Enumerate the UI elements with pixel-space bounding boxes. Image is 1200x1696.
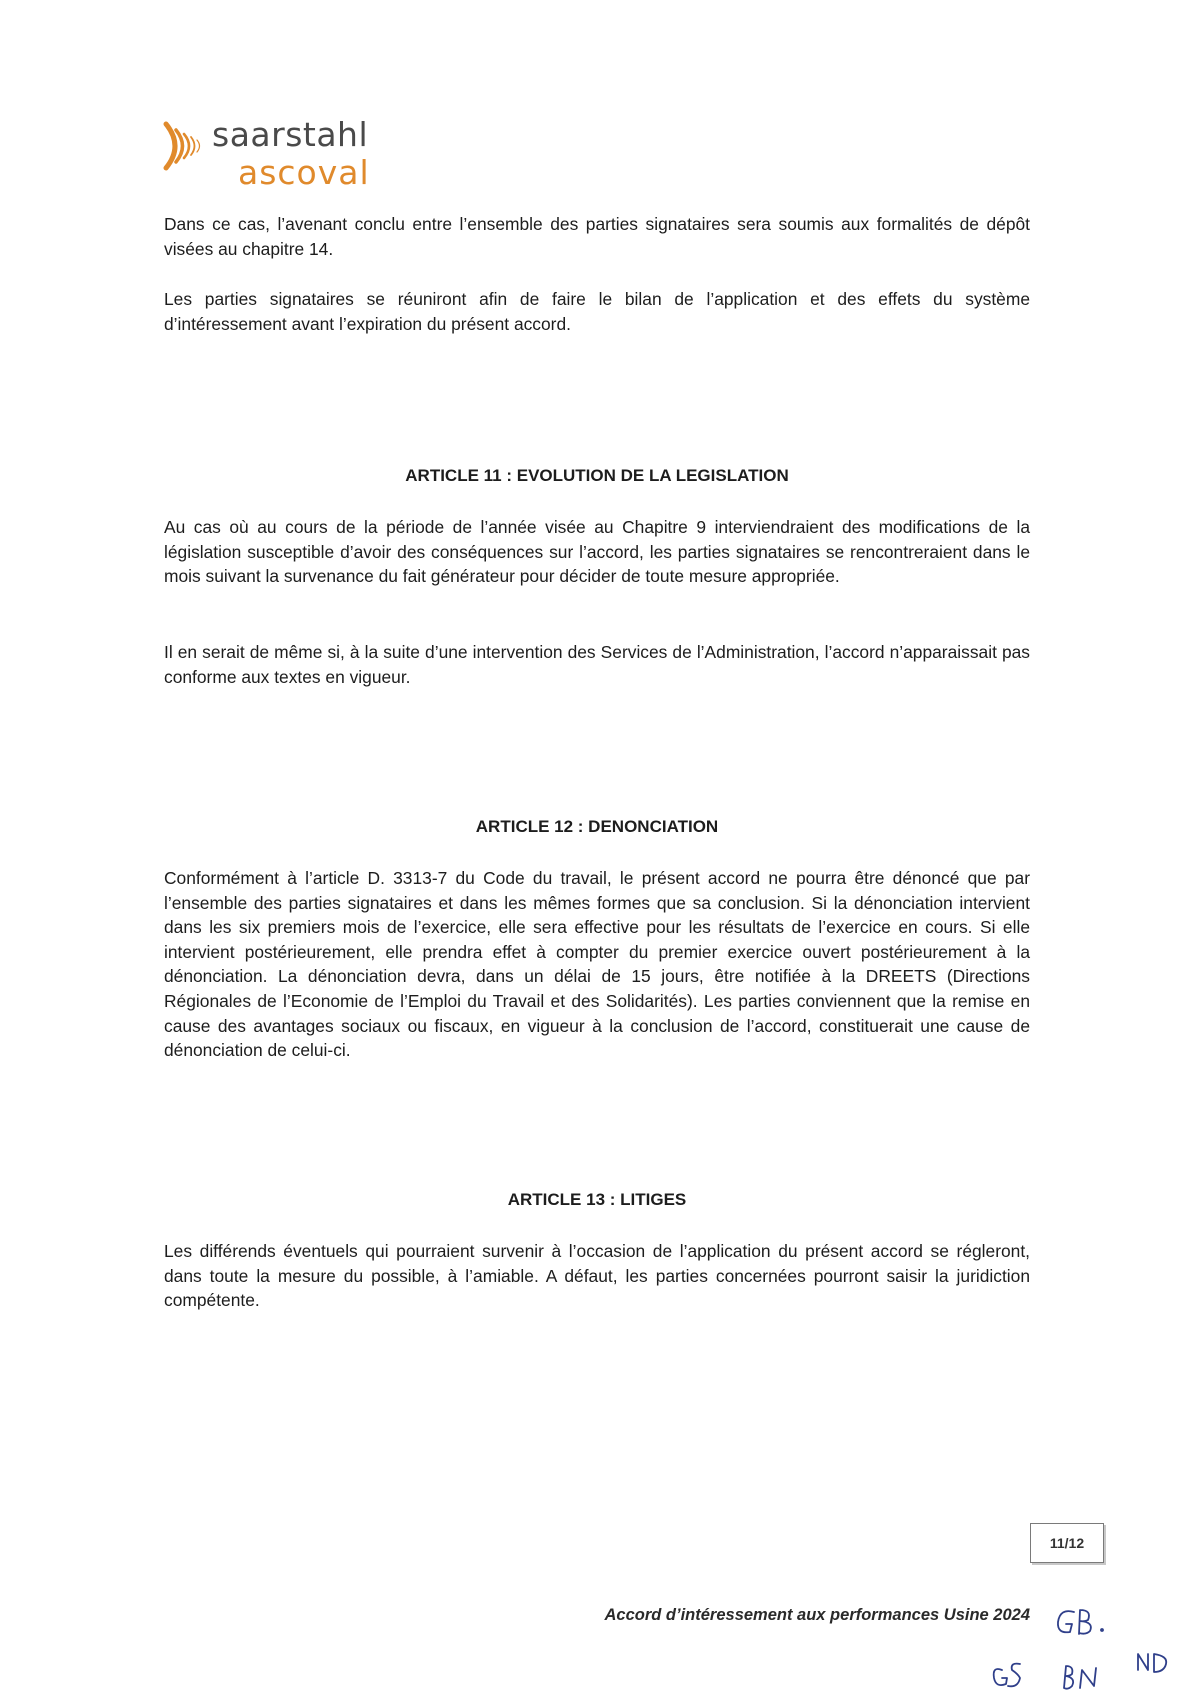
article-12-paragraph-1: Conformément à l’article D. 3313-7 du Code du travail, le présent accord ne pourra être dénoncé que par l’ensemble des parties signataires et dans les mêmes formes que sa conclusion. Si la dénonciation intervient dans les six premiers mois de l’exercice, elle sera effective pour les résultats de l’exercice en cours. Si elle intervient postérieurement, elle prendra effet à compter du premier exercice ouvert postérieurement à la dénonciation. La dénonciation devra, dans un délai de 15 jours, être notifiée à la DREETS (Directions Régionales de l’Economie de l’Emploi du Travail et des Solidarités). Les parties conviennent que la remise en cause des avantages sociaux ou fiscaux, en vigueur à la conclusion de l’accord, constituerait une cause de dénonciation de celui-ci. bbox=[164, 868, 1030, 1061]
article-11-paragraph-2: Il en serait de même si, à la suite d’une intervention des Services de l’Administration, l’accord n’apparaissait pas conforme aux textes en vigueur. bbox=[164, 642, 1030, 687]
article-11-paragraph-1: Au cas où au cours de la période de l’année visée au Chapitre 9 interviendraient des modifications de la législation susceptible d’avoir des conséquences sur l’accord, les parties signataires se rencontreraient dans le mois suivant la survenance du fait générateur pour décider de toute mesure appropriée. bbox=[164, 517, 1030, 587]
article-12-title: ARTICLE 12 : DENONCIATION bbox=[475, 817, 719, 836]
article-13-paragraph-1: Les différends éventuels qui pourraient survenir à l’occasion de l’application du présent accord se régleront, dans toute la mesure du possible, à l’amiable. A défaut, les parties concernées pourront saisir la juridiction compétente. bbox=[164, 1241, 1030, 1311]
intro-paragraph-1: Dans ce cas, l’avenant conclu entre l’ensemble des parties signataires sera soumis aux formalités de dépôt visées au chapitre 14. bbox=[164, 214, 1030, 259]
document-footer: Accord d’intéressement aux performances Usine 2024 bbox=[604, 1606, 1030, 1624]
logo-text-ascoval: ascoval bbox=[238, 153, 370, 192]
logo-arcs-icon bbox=[162, 120, 206, 172]
article-13-title: ARTICLE 13 : LITIGES bbox=[507, 1190, 687, 1209]
handwritten-initials bbox=[990, 1600, 1180, 1696]
intro-paragraph-2: Les parties signataires se réuniront afin de faire le bilan de l’application et des effets du système d’intéressement avant l’expiration du présent accord. bbox=[164, 289, 1030, 334]
logo-text-saarstahl: saarstahl bbox=[212, 115, 369, 154]
company-logo bbox=[162, 115, 392, 198]
page-number-box: 11/12 bbox=[1030, 1523, 1104, 1563]
article-11-title: ARTICLE 11 : EVOLUTION DE LA LEGISLATION bbox=[405, 466, 789, 485]
